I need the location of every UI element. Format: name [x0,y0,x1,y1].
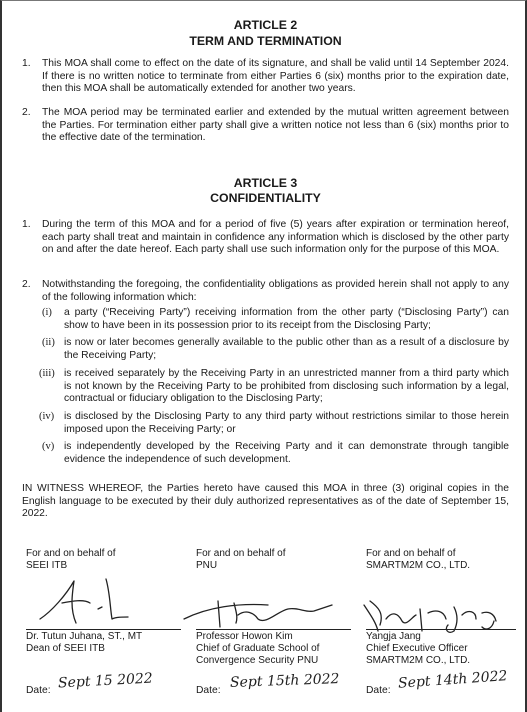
signatory-1-handwritten-date: Sept 15 2022 [57,670,154,692]
subitem-v-number: (v) [42,441,55,452]
subitem-iv-number: (iv) [39,411,55,422]
article3-subheading: CONFIDENTIALITY [210,191,321,205]
article3-item2-number: 2. [22,279,31,290]
article3-item1-number: 1. [22,219,31,230]
signatory-2-handwritten-date: Sept 15th 2022 [229,671,340,691]
subitem-i-text: a party (“Receiving Party”) receiving information from the other party (“Disclosing Party”) can show to have been in its possession prior to its receipt from the Disclosing Party; [64,307,509,331]
signatory-3-handwritten-date: Sept 14th 2022 [397,668,508,692]
signatory-1-title: Dean of SEEI ITB [26,643,105,654]
signatory-3-date-label: Date: [366,685,391,696]
article3-heading: ARTICLE 3 [233,176,298,190]
subitem-v-text: is independently developed by the Receiving Party and it can demonstrate through tangible evidence the independence of such development. [64,441,509,465]
subitem-i-number: (i) [42,307,52,318]
subitem-iii-number: (iii) [39,368,55,379]
signatory-3-org: SMARTM2M CO., LTD. [366,560,471,571]
signatory-3-name: Yangja Jang [366,631,421,642]
subitem-iii-text: is received separately by the Receiving Party in an unrestricted manner from a third party which is not known by the Receiving Party to be prohibited from disclosing such information by a legal, contractual or fiduciary obligation to the Disclosing Party; [64,368,509,405]
signatory-2-title-line1: Chief of Graduate School of [196,643,320,654]
signatory-3-title-line1: Chief Executive Officer [366,643,468,654]
signatory-2-date-label: Date: [196,685,221,696]
signatory-3-title-line2: SMARTM2M CO., LTD. [366,655,471,666]
article2-subheading: TERM AND TERMINATION [189,34,342,48]
signatory-1-behalf: For and on behalf of [26,548,116,559]
article2-item2-text: The MOA period may be terminated earlier and extended by the mutual written agreement between the Parties. For termination either party shall give a written notice not less than 6 (six) months prior to the effective date of the termination. [42,107,509,144]
signatory-2-title-line2: Convergence Security PNU [196,655,319,666]
witness-clause: IN WITNESS WHEREOF, the Parties hereto have caused this MOA in three (3) original copies in the English language to be executed by their duly authorized representatives as of the date of September 15, 2022. [22,483,509,520]
article2-item2-number: 2. [22,107,31,118]
article2-item1-text: This MOA shall come to effect on the date of its signature, and shall be valid until 14 September 2024. If there is no written notice to terminate from either Parties 6 (six) months prior to the expiration date, then this MOA shall be automatically extended for another two years. [42,58,509,95]
article3-item1-text: During the term of this MOA and for a period of five (5) years after expiration or termination hereof, each party shall treat and maintain in confidence any information which is disclosed by the other party on and after the date hereof. Each party shall use such information only for the purpose of this MOA. [42,219,509,256]
subitem-iv-text: is disclosed by the Disclosing Party to any third party without restrictions similar to those herein imposed upon the Receiving Party; or [64,411,509,435]
signatory-1-date-label: Date: [26,685,51,696]
subitem-ii-text: is now or later becomes generally available to the public other than as a result of a disclosure by the Receiving Party; [64,337,509,361]
signatory-1-name: Dr. Tutun Juhana, ST., MT [26,631,143,642]
signature-line-2 [196,629,351,630]
article3-item2-text: Notwithstanding the foregoing, the confidentiality obligations as provided herein shall not apply to any of the following information which: [42,279,509,303]
article2-item1-number: 1. [22,58,31,69]
signatory-2-behalf: For and on behalf of [196,548,286,559]
signature-1 [32,573,152,633]
signatory-3-behalf: For and on behalf of [366,548,456,559]
signature-line-3 [366,629,516,630]
signatory-1-org: SEEI ITB [26,560,68,571]
article2-heading: ARTICLE 2 [233,18,298,32]
signature-2 [178,593,338,633]
signature-line-1 [26,629,181,630]
subitem-ii-number: (ii) [42,337,55,348]
signatory-2-org: PNU [196,560,218,571]
signatory-2-name: Professor Howon Kim [196,631,293,642]
